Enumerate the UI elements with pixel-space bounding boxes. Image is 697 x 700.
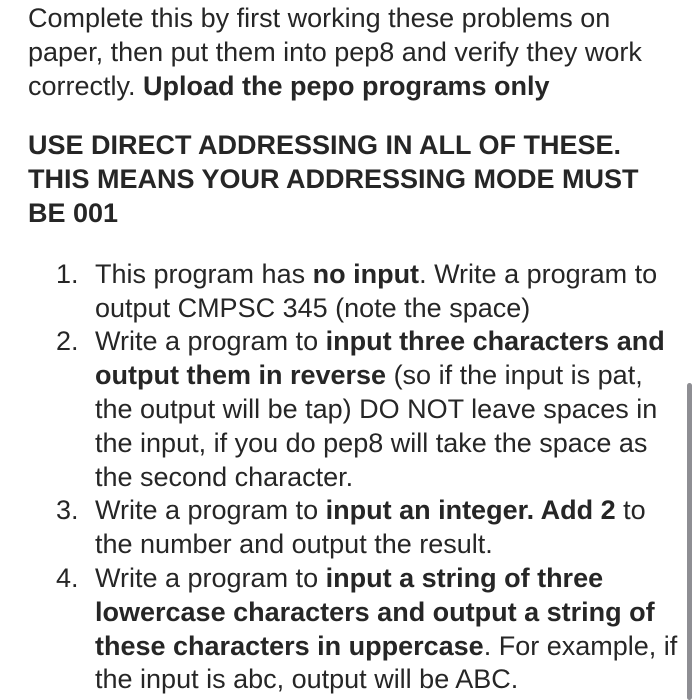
task-item-2 [28, 325, 678, 494]
task-number: 3. [56, 495, 79, 526]
addressing-mode-heading: USE DIRECT ADDRESSING IN ALL OF THESE. THIS MEANS YOUR ADDRESSING MODE MUST BE 001 [28, 130, 639, 228]
task-number: 4. [56, 562, 79, 593]
task-text: Write a program to [95, 326, 326, 357]
document-body [28, 2, 678, 697]
task-emphasis: input three characters and output them in reverse [95, 326, 665, 391]
intro-paragraph [28, 2, 678, 103]
vertical-scrollbar[interactable] [687, 383, 692, 700]
task-text: Write a program to [95, 562, 326, 593]
task-text: This program has [95, 258, 313, 289]
task-list [28, 258, 678, 697]
task-number: 2. [56, 326, 79, 357]
task-item-1 [28, 258, 678, 326]
task-text: to the number and output the result. [95, 495, 646, 560]
intro-text: Complete this by first working these problems on paper, then put them into pep8 and verify they work correctly. [28, 3, 642, 101]
task-emphasis: input an integer. Add 2 [325, 495, 616, 526]
task-item-3 [28, 494, 678, 562]
task-emphasis: no input [312, 258, 420, 289]
task-text: Write a program to [95, 495, 326, 526]
task-emphasis: input a string of three lowercase characters and output a string of these characters in uppercase [95, 562, 655, 661]
task-text: . Write a program to output CMPSC 345 (note the space) [95, 258, 658, 323]
task-item-4 [28, 562, 678, 697]
task-number: 1. [56, 258, 79, 289]
intro-upload-note: Upload the pepo programs only [143, 70, 550, 101]
task-text: (so if the input is pat, the output will be tap) DO NOT leave spaces in the input, if you do pep8 will take the space as the second character. [95, 360, 658, 492]
task-text: . For example, if the input is abc, output will be ABC. [95, 630, 678, 695]
